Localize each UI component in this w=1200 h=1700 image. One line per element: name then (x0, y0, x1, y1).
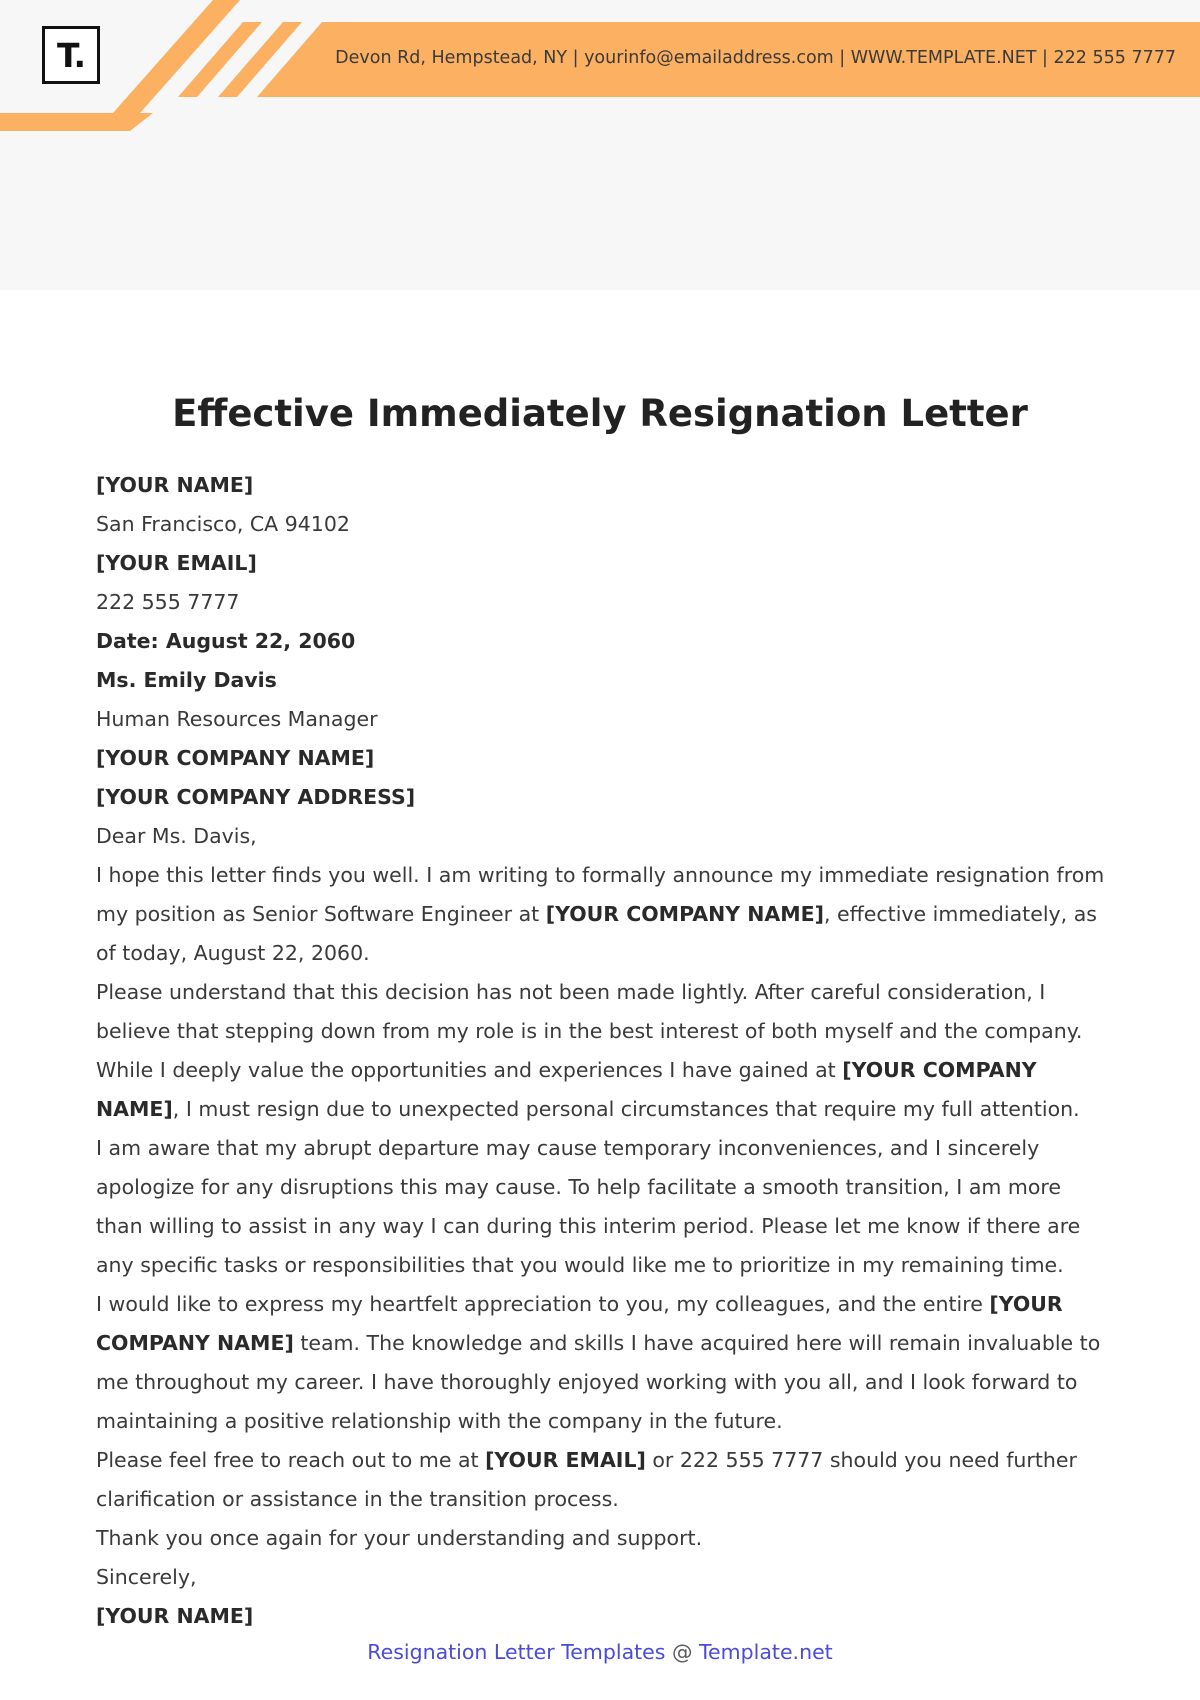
paragraph-2: Please understand that this decision has not been made lightly. After careful consideration, I believe that stepping down from my role is in the best interest of both myself and the company. While I deeply value the opportunities and experiences I have gained at [YOUR COMPANY NAME], I must resign due to unexpected personal circumstances that require my full attention. (96, 980, 1083, 1121)
paragraph-6: Thank you once again for your understanding and support. (96, 1526, 703, 1550)
recipient-name: Ms. Emily Davis (96, 668, 277, 692)
contact-info: Devon Rd, Hempstead, NY | yourinfo@emailaddress.com | WWW.TEMPLATE.NET | 222 555 7777 (335, 48, 1176, 68)
logo-text: T. (56, 35, 86, 75)
footer-site-link[interactable]: Template.net (699, 1640, 833, 1664)
paragraph-3: I am aware that my abrupt departure may cause temporary inconveniences, and I sincerely apologize for any disruptions this may cause. To help facilitate a smooth transition, I am more than willing to assist in any way I can during this interim period. Please let me know if there are any specific tasks or responsibilities that you would like me to prioritize in my remaining time. (96, 1136, 1081, 1277)
email-placeholder: [YOUR EMAIL] (485, 1448, 646, 1472)
letter-body (96, 466, 1106, 1636)
closing: Sincerely, (96, 1565, 197, 1589)
recipient-title: Human Resources Manager (96, 707, 378, 731)
paragraph-1: I hope this letter finds you well. I am writing to formally announce my immediate resignation from my position as Senior Software Engineer at [YOUR COMPANY NAME], effective immediately, as of today, August 22, 2060. (96, 863, 1105, 965)
paragraph-4: I would like to express my heartfelt appreciation to you, my colleagues, and the entire [YOUR COMPANY NAME] team. The knowledge and skills I have acquired here will remain invaluable to me throughout my career. I have thoroughly enjoyed working with you all, and I look forward to maintaining a positive relationship with the company in the future. (96, 1292, 1101, 1433)
recipient-company: [YOUR COMPANY NAME] (96, 746, 375, 770)
sender-city: San Francisco, CA 94102 (96, 512, 350, 536)
letter-date: Date: August 22, 2060 (96, 629, 356, 653)
accent-stripe-bottom (0, 113, 153, 131)
logo[interactable] (42, 26, 100, 84)
company-placeholder: [YOUR COMPANY NAME] (96, 1058, 1037, 1121)
company-placeholder: [YOUR COMPANY NAME] (96, 1292, 1063, 1355)
footer (0, 1640, 1200, 1664)
sender-phone: 222 555 7777 (96, 590, 240, 614)
signature: [YOUR NAME] (96, 1604, 254, 1628)
footer-separator: @ (665, 1640, 700, 1664)
footer-templates-link[interactable]: Resignation Letter Templates (367, 1640, 666, 1664)
recipient-address: [YOUR COMPANY ADDRESS] (96, 785, 416, 809)
company-placeholder: [YOUR COMPANY NAME] (545, 902, 825, 926)
sender-name: [YOUR NAME] (96, 473, 254, 497)
page-title: Effective Immediately Resignation Letter (172, 392, 1028, 435)
header-decoration (0, 0, 1200, 140)
salutation: Dear Ms. Davis, (96, 824, 257, 848)
paragraph-5: Please feel free to reach out to me at [YOUR EMAIL] or 222 555 7777 should you need further clarification or assistance in the transition process. (96, 1448, 1077, 1511)
sender-email: [YOUR EMAIL] (96, 551, 257, 575)
